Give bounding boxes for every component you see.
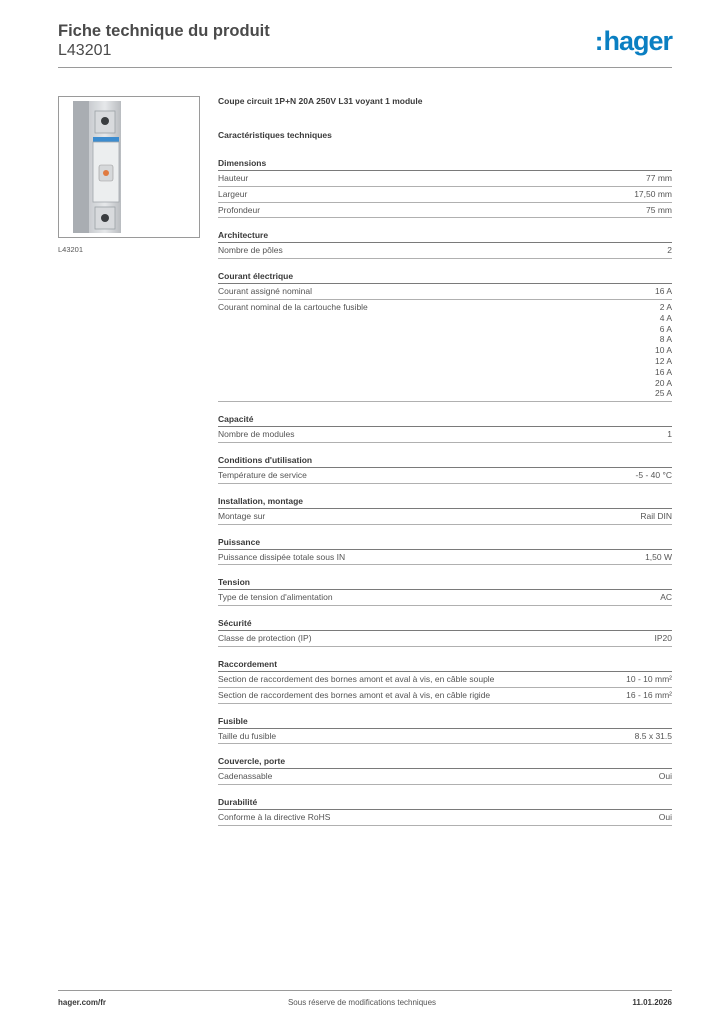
spec-row — [218, 243, 672, 259]
product-description: Coupe circuit 1P+N 20A 250V L31 voyant 1 module — [218, 96, 423, 106]
page-header — [58, 20, 672, 66]
spec-values — [655, 633, 673, 644]
characteristics-heading: Caractéristiques techniques — [218, 130, 332, 140]
product-reference: L43201 — [58, 42, 112, 59]
spec-label: Section de raccordement des bornes amont et aval à vis, en câble rigide — [218, 689, 491, 700]
spec-values — [634, 189, 672, 200]
spec-values — [640, 511, 672, 522]
spec-section — [218, 575, 672, 606]
spec-row — [218, 672, 672, 688]
spec-value: 16 A — [654, 286, 672, 297]
section-title: Installation, montage — [218, 494, 672, 509]
section-title: Capacité — [218, 412, 672, 427]
spec-value: Rail DIN — [640, 510, 672, 521]
spec-label: Type de tension d'alimentation — [218, 592, 333, 603]
spec-label: Température de service — [218, 469, 307, 480]
spec-value: 8.5 x 31.5 — [634, 730, 672, 741]
spec-section — [218, 657, 672, 704]
spec-section — [218, 754, 672, 785]
section-title: Durabilité — [218, 795, 672, 810]
spec-value: 10 - 10 mm² — [626, 673, 672, 684]
spec-row — [218, 769, 672, 785]
spec-row — [218, 284, 672, 300]
document-title: Fiche technique du produit — [58, 22, 270, 40]
spec-label: Cadenassable — [218, 771, 273, 782]
section-title: Architecture — [218, 228, 672, 243]
spec-values — [667, 429, 672, 440]
section-title: Raccordement — [218, 657, 672, 672]
spec-value: Oui — [658, 771, 672, 782]
section-title: Fusible — [218, 714, 672, 729]
section-title: Sécurité — [218, 616, 672, 631]
fuse-holder-image — [59, 97, 199, 237]
spec-value: 20 A — [654, 377, 672, 388]
spec-row — [218, 509, 672, 525]
spec-row — [218, 468, 672, 484]
spec-values — [659, 771, 672, 782]
spec-row — [218, 187, 672, 203]
spec-value: 8 A — [659, 334, 672, 345]
spec-value: 4 A — [659, 312, 672, 323]
spec-section — [218, 795, 672, 826]
spec-value: Oui — [658, 812, 672, 823]
section-title: Dimensions — [218, 156, 672, 171]
spec-values — [655, 286, 672, 297]
technical-content — [218, 96, 672, 826]
section-title: Courant électrique — [218, 269, 672, 284]
spec-label: Puissance dissipée totale sous IN — [218, 551, 346, 562]
spec-row — [218, 631, 672, 647]
logo-text: hager — [603, 26, 672, 56]
spec-value: AC — [660, 592, 672, 603]
spec-row — [218, 300, 672, 402]
spec-section — [218, 453, 672, 484]
spec-label: Courant nominal de la cartouche fusible — [218, 301, 368, 312]
spec-value: 77 mm — [646, 173, 672, 183]
spec-label: Taille du fusible — [218, 730, 277, 741]
spec-value: 2 — [667, 245, 672, 256]
spec-value: 6 A — [659, 323, 672, 334]
spec-value: 1,50 W — [645, 551, 672, 562]
spec-row — [218, 688, 672, 704]
spec-section — [218, 228, 672, 259]
spec-value: IP20 — [654, 633, 672, 644]
product-image — [58, 96, 200, 238]
spec-value: 16 - 16 mm² — [626, 689, 672, 700]
spec-row — [218, 171, 672, 187]
spec-value: 75 mm — [646, 204, 672, 215]
spec-row — [218, 550, 672, 566]
spec-values — [645, 552, 672, 563]
spec-values — [660, 592, 672, 603]
spec-label: Courant assigné nominal — [218, 286, 313, 297]
spec-section — [218, 535, 672, 566]
spec-section — [218, 156, 672, 218]
spec-value: 1 — [667, 429, 672, 440]
spec-values — [646, 205, 672, 216]
spec-row — [218, 810, 672, 826]
section-title: Puissance — [218, 535, 672, 550]
spec-values — [646, 173, 672, 184]
spec-row — [218, 203, 672, 219]
spec-label: Largeur — [218, 188, 248, 199]
spec-label: Hauteur — [218, 173, 249, 183]
section-title: Conditions d'utilisation — [218, 453, 672, 468]
spec-row — [218, 729, 672, 745]
spec-section — [218, 269, 672, 402]
spec-value: -5 - 40 °C — [635, 469, 672, 480]
spec-label: Conforme à la directive RoHS — [218, 812, 331, 823]
spec-label: Section de raccordement des bornes amont et aval à vis, en câble souple — [218, 673, 495, 684]
product-image-caption: L43201 — [58, 245, 84, 254]
characteristics-sections — [218, 156, 672, 826]
spec-values — [635, 731, 672, 742]
spec-values — [659, 812, 672, 823]
spec-value: 2 A — [659, 301, 672, 312]
spec-label: Montage sur — [218, 510, 266, 521]
footer-website: hager.com/fr — [58, 998, 107, 1007]
spec-label: Nombre de pôles — [218, 245, 283, 256]
spec-values — [626, 690, 672, 701]
spec-value: 12 A — [654, 355, 672, 366]
spec-section — [218, 714, 672, 745]
spec-label: Profondeur — [218, 204, 261, 215]
header-divider — [58, 67, 672, 68]
spec-value: 16 A — [654, 366, 672, 377]
spec-section — [218, 494, 672, 525]
spec-value: 17,50 mm — [634, 188, 672, 199]
spec-label: Nombre de modules — [218, 429, 295, 440]
spec-values — [636, 470, 672, 481]
spec-row — [218, 590, 672, 606]
spec-values — [655, 302, 672, 399]
section-title: Tension — [218, 575, 672, 590]
footer-date: 11.01.2026 — [632, 998, 672, 1007]
spec-section — [218, 616, 672, 647]
spec-section — [218, 412, 672, 443]
spec-values — [667, 245, 672, 256]
footer-disclaimer: Sous réserve de modifications techniques — [287, 998, 437, 1007]
footer-divider — [58, 990, 672, 991]
spec-label: Classe de protection (IP) — [218, 633, 312, 644]
spec-value: 10 A — [654, 345, 672, 356]
spec-row — [218, 427, 672, 443]
spec-value: 25 A — [654, 388, 672, 399]
spec-values — [626, 674, 672, 685]
hager-logo: :hager — [594, 26, 672, 56]
section-title: Couvercle, porte — [218, 754, 672, 769]
